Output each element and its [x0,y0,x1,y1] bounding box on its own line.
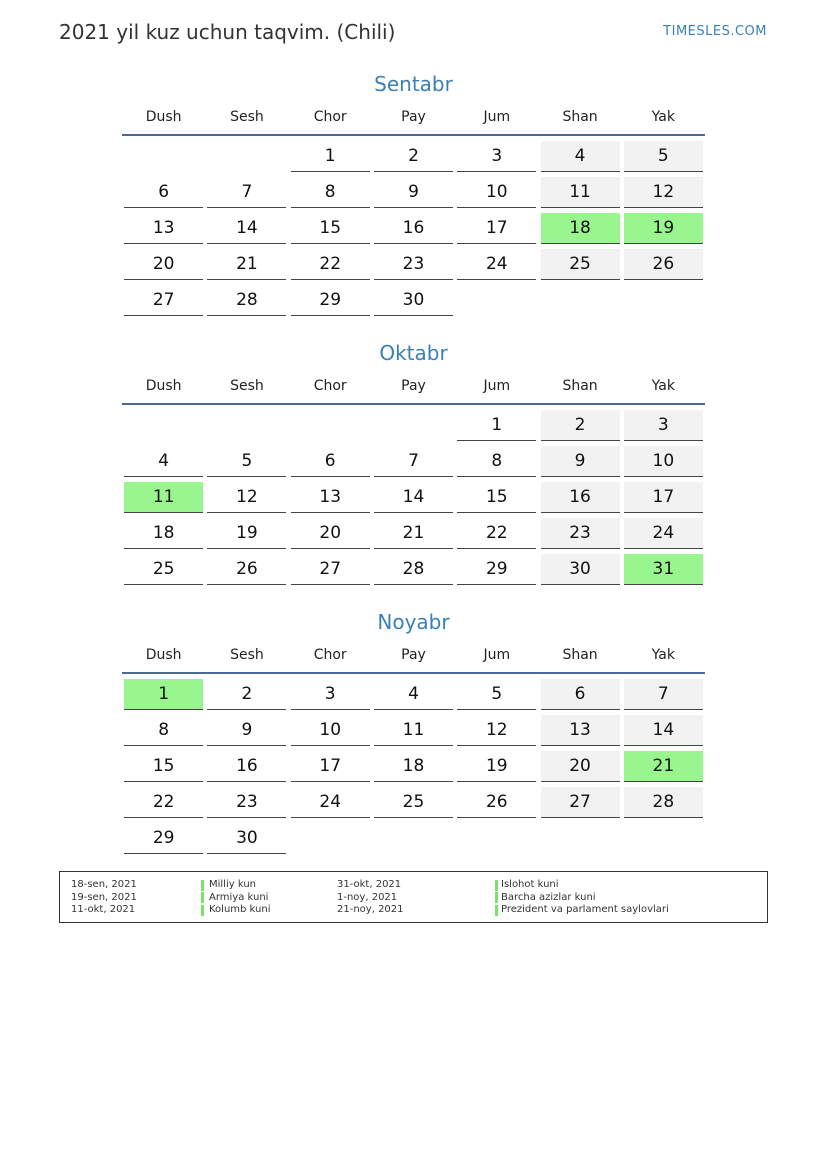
day-cell: 17 [624,482,703,513]
day-cell: 13 [291,482,370,513]
day-cell: 16 [207,751,286,782]
holiday-legend [59,871,768,923]
legend-color-marker [201,892,204,903]
day-cell: 5 [207,446,286,477]
weekday-label: Shan [562,109,598,125]
weekday-label: Dush [145,109,182,125]
weekday-header [122,377,705,405]
day-cell: 28 [207,285,286,316]
day-cell: 19 [207,518,286,549]
day-cell: 4 [541,141,620,172]
day-cell: 3 [624,410,703,441]
month-name: Noyabr [377,610,450,634]
weekday-label: Chor [313,109,347,125]
holiday-day-cell: 21 [624,751,703,782]
day-cell: 27 [124,285,203,316]
day-cell: 24 [457,249,536,280]
day-cell: 9 [541,446,620,477]
day-cell: 25 [541,249,620,280]
weekday-label: Yak [651,109,675,125]
legend-holiday-name: Barcha azizlar kuni [501,891,596,903]
day-cell: 23 [541,518,620,549]
weekday-label: Yak [651,378,675,394]
page-title: 2021 yil kuz uchun taqvim. (Chili) [59,20,396,44]
day-cell: 22 [457,518,536,549]
legend-date: 18-sen, 2021 [71,879,137,890]
day-cell: 16 [541,482,620,513]
day-cell: 26 [207,554,286,585]
day-cell: 16 [374,213,453,244]
day-cell: 18 [374,751,453,782]
day-cell: 7 [374,446,453,477]
day-cell: 29 [291,285,370,316]
legend-date: 31-okt, 2021 [337,879,402,890]
empty-cell [207,410,286,441]
day-cell: 1 [291,141,370,172]
day-cell: 17 [291,751,370,782]
weekday-label: Pay [401,378,426,394]
day-cell: 29 [457,554,536,585]
day-cell: 20 [291,518,370,549]
day-cell: 2 [374,141,453,172]
day-cell: 6 [291,446,370,477]
legend-date: 1-noy, 2021 [337,891,398,903]
day-cell: 24 [624,518,703,549]
day-cell: 28 [624,787,703,818]
day-cell: 3 [457,141,536,172]
weekday-label: Chor [313,647,347,663]
day-cell: 14 [374,482,453,513]
day-cell: 15 [457,482,536,513]
day-cell: 4 [124,446,203,477]
day-cell: 22 [291,249,370,280]
legend-date: 11-okt, 2021 [71,904,136,915]
legend-holiday-name: Armiya kuni [209,891,269,903]
weekday-label: Jum [483,378,511,394]
day-cell: 7 [624,679,703,710]
day-cell: 14 [624,715,703,746]
day-cell: 18 [124,518,203,549]
day-cell: 17 [457,213,536,244]
weekday-header [122,108,705,136]
day-cell: 20 [541,751,620,782]
day-cell: 23 [374,249,453,280]
holiday-day-cell: 1 [124,679,203,710]
day-cell: 29 [124,823,203,854]
weekday-label: Dush [145,647,182,663]
day-cell: 2 [541,410,620,441]
legend-color-marker [495,905,498,916]
day-cell: 25 [124,554,203,585]
day-cell: 25 [374,787,453,818]
legend-color-marker [495,892,498,903]
month-november [122,608,705,859]
day-cell: 8 [291,177,370,208]
day-cell: 9 [207,715,286,746]
day-cell: 30 [541,554,620,585]
legend-date: 21-noy, 2021 [337,904,404,915]
day-cell: 30 [374,285,453,316]
day-cell: 2 [207,679,286,710]
day-cell: 1 [457,410,536,441]
empty-cell [124,410,203,441]
holiday-day-cell: 18 [541,213,620,244]
month-september [122,70,705,321]
legend-color-marker [201,880,204,891]
weekday-label: Shan [562,378,598,394]
day-grid [122,410,705,590]
legend-color-marker [201,905,204,916]
month-name: Sentabr [374,72,453,96]
day-grid [122,679,705,859]
legend-holiday-name: Milliy kun [209,879,256,890]
day-cell: 10 [624,446,703,477]
weekday-label: Pay [401,647,426,663]
day-cell: 12 [457,715,536,746]
day-cell: 26 [457,787,536,818]
day-cell: 11 [541,177,620,208]
day-cell: 23 [207,787,286,818]
day-cell: 21 [374,518,453,549]
day-cell: 13 [541,715,620,746]
day-cell: 5 [457,679,536,710]
weekday-label: Yak [651,647,675,663]
weekday-label: Sesh [230,378,264,394]
legend-holiday-name: Prezident va parlament saylovlari [501,904,669,915]
day-cell: 3 [291,679,370,710]
holiday-day-cell: 11 [124,482,203,513]
site-link[interactable]: TIMESLES.COM [663,24,767,39]
legend-date: 19-sen, 2021 [71,891,137,903]
weekday-header [122,646,705,674]
empty-cell [124,141,203,172]
weekday-label: Jum [483,109,511,125]
day-cell: 13 [124,213,203,244]
day-cell: 15 [291,213,370,244]
legend-holiday-name: Kolumb kuni [209,904,271,915]
legend-holiday-name: Islohot kuni [501,879,559,890]
day-cell: 8 [457,446,536,477]
day-cell: 12 [207,482,286,513]
day-cell: 10 [291,715,370,746]
day-cell: 4 [374,679,453,710]
day-cell: 5 [624,141,703,172]
day-cell: 22 [124,787,203,818]
holiday-day-cell: 31 [624,554,703,585]
weekday-label: Sesh [230,647,264,663]
day-cell: 19 [457,751,536,782]
day-cell: 24 [291,787,370,818]
day-cell: 14 [207,213,286,244]
weekday-label: Sesh [230,109,264,125]
day-cell: 11 [374,715,453,746]
weekday-label: Shan [562,647,598,663]
month-name: Oktabr [379,341,448,365]
empty-cell [207,141,286,172]
day-cell: 28 [374,554,453,585]
empty-cell [291,410,370,441]
weekday-label: Dush [145,378,182,394]
legend-color-marker [495,880,498,891]
day-cell: 7 [207,177,286,208]
day-cell: 26 [624,249,703,280]
weekday-label: Jum [483,647,511,663]
day-cell: 6 [124,177,203,208]
day-cell: 9 [374,177,453,208]
day-cell: 27 [291,554,370,585]
weekday-label: Chor [313,378,347,394]
day-grid [122,141,705,321]
day-cell: 15 [124,751,203,782]
day-cell: 21 [207,249,286,280]
day-cell: 30 [207,823,286,854]
day-cell: 6 [541,679,620,710]
weekday-label: Pay [401,109,426,125]
day-cell: 20 [124,249,203,280]
day-cell: 27 [541,787,620,818]
day-cell: 10 [457,177,536,208]
day-cell: 12 [624,177,703,208]
holiday-day-cell: 19 [624,213,703,244]
month-october [122,339,705,590]
empty-cell [374,410,453,441]
day-cell: 8 [124,715,203,746]
